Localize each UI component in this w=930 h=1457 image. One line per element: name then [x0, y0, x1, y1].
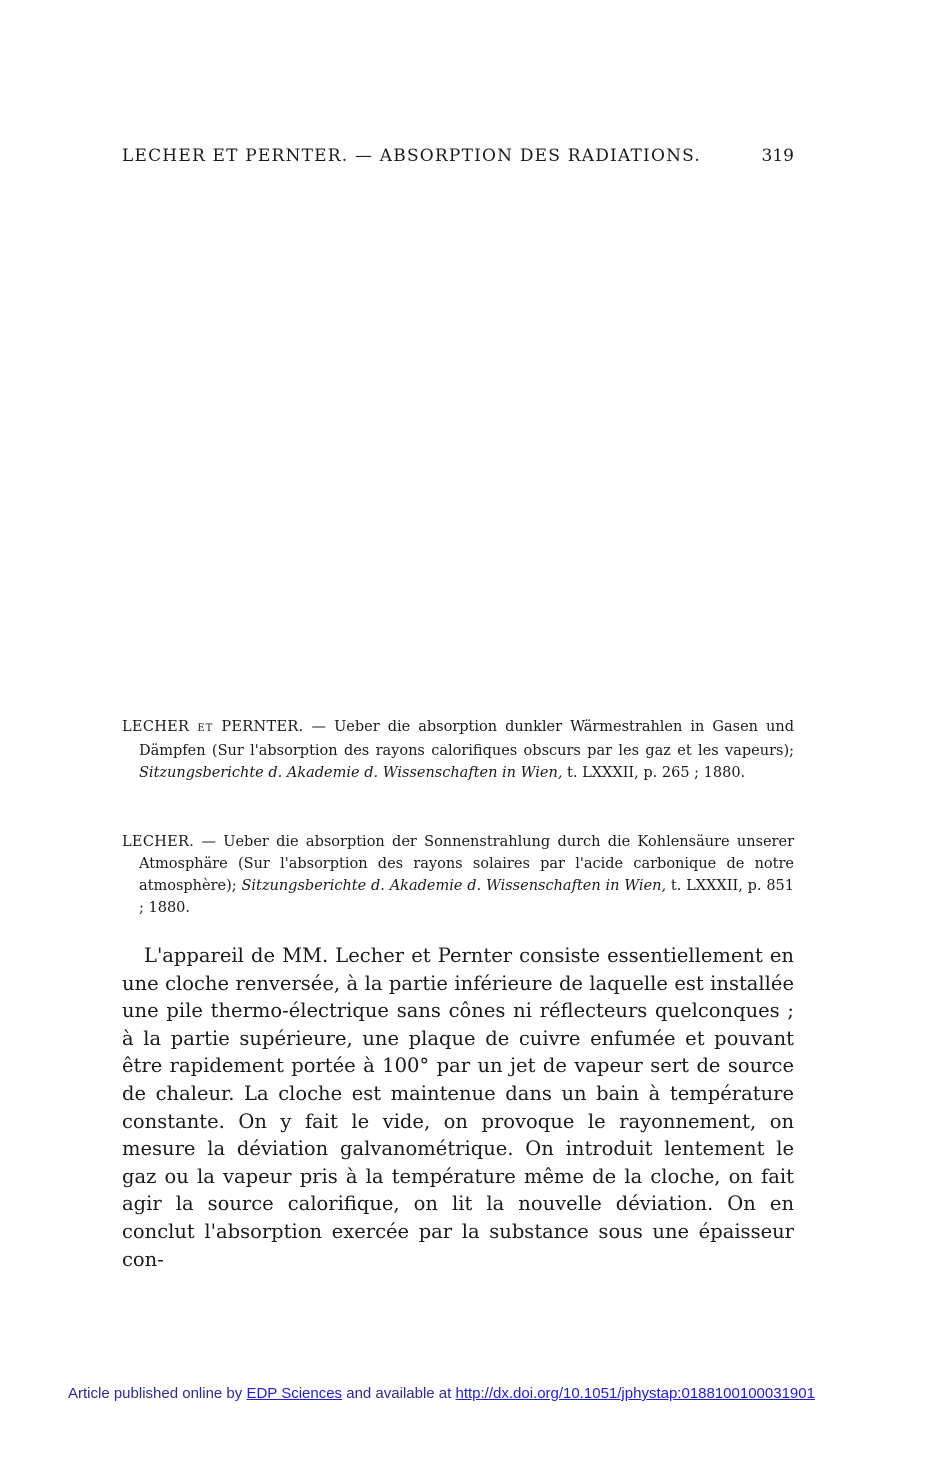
running-title: LECHER ET PERNTER. — ABSORPTION DES RADIATIONS. — [122, 146, 702, 166]
reference-title: — Ueber die absorption dunkler Wärmestrahlen in Gasen und Dämpfen (Sur l'absorption des rayons calorifiques obscurs par les gaz et les vapeurs); — [139, 719, 795, 759]
body-paragraph: L'appareil de MM. Lecher et Pernter consiste essentiellement en une cloche renversée, à la partie inférieure de laquelle est installée une pile thermo-électrique sans cônes ni réflecteurs quelconques ; à la partie supérieure, une plaque de cuivre enfumée et pouvant être rapidement portée à 100° par un jet de vapeur sert de source de chaleur. La cloche est maintenue dans un bain à température constante. On y fait le vide, on provoque le rayonnement, on mesure la déviation galvanométrique. On introduit lentement le gaz ou la vapeur pris à la température même de la cloche, on fait agir la source calorifique, on lit la nouvelle déviation. On en conclut l'absorption exercée par la substance sous une épaisseur con- — [122, 944, 794, 1271]
footer-middle: and available at — [342, 1385, 456, 1402]
reference-citation: t. LXXXII, p. 265 ; 1880. — [562, 765, 746, 781]
reference-author: LECHER — [122, 719, 190, 735]
reference-entry — [122, 716, 794, 784]
footer-prefix: Article published online by — [68, 1385, 247, 1402]
reference-conjunction: ET — [197, 723, 214, 734]
reference-citation: t. LXXXII, p. 851 ; 1880. — [139, 878, 795, 916]
reference-title: — Ueber die absorption der Sonnenstrahlung durch die Kohlensäure unserer Atmosphäre (Sur l'absorption des rayons solaires par l'acide carbonique de notre atmosphère); — [139, 834, 794, 894]
page-number: 319 — [761, 146, 794, 166]
reference-author: LECHER. — [122, 834, 195, 850]
reference-journal: Sitzungsberichte d. Akademie d. Wissenschaften in Wien, — [139, 765, 563, 781]
reference-journal: Sitzungsberichte d. Akademie d. Wissenschaften in Wien, — [241, 878, 667, 894]
publication-footer — [68, 1385, 868, 1402]
doi-link[interactable]: http://dx.doi.org/10.1051/jphystap:0188100100031901 — [455, 1385, 815, 1402]
reference-entry — [122, 831, 794, 919]
reference-author: PERNTER. — [221, 719, 304, 735]
publisher-link[interactable]: EDP Sciences — [246, 1385, 343, 1402]
